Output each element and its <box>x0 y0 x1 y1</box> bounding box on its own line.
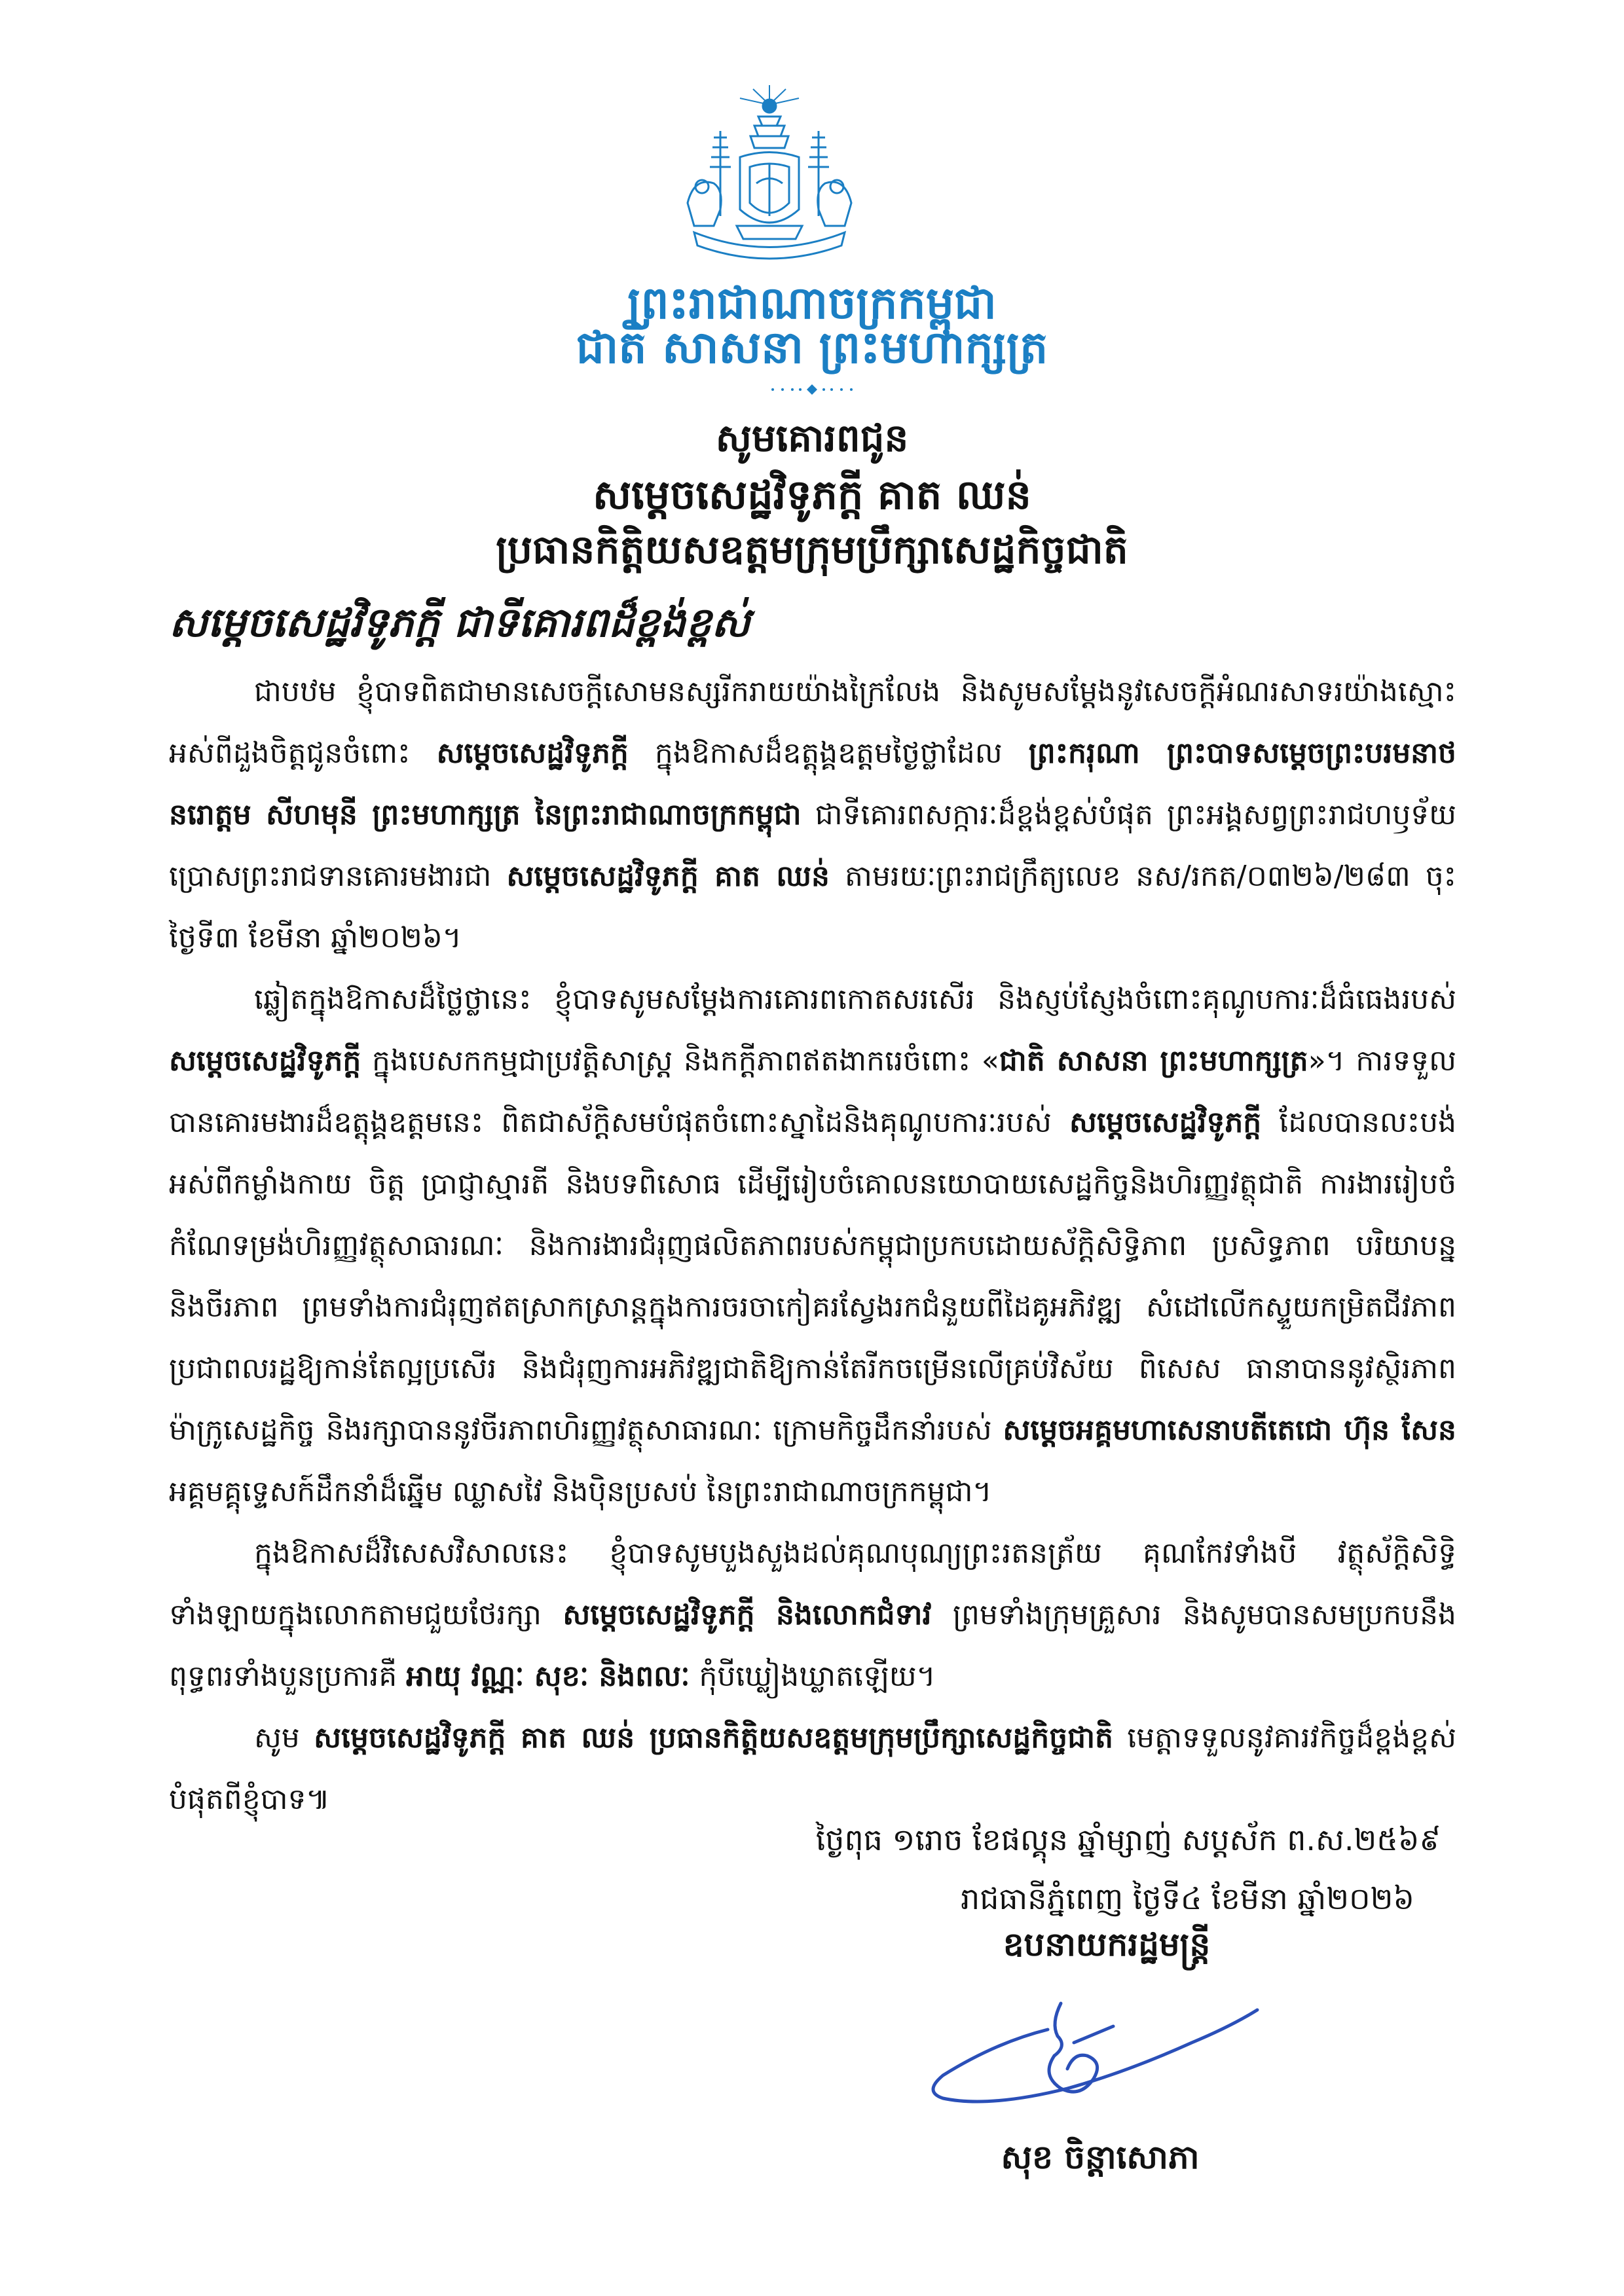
emphasis: សម្តេចសេដ្ឋវិទូភក្តី <box>169 1044 361 1078</box>
text-run: តាមរយៈព្រះរាជក្រឹត្យលេខ នស/រកត/០៣២៦/២៨៣ ចុះថ្ងៃទី៣ ខែមីនា ឆ្នាំ២០២៦។ <box>169 860 1456 955</box>
emphasis: សម្តេចអគ្គមហាសេនាបតីតេជោ ហ៊ុន សែន <box>1003 1413 1456 1447</box>
paragraph-2 <box>169 969 1456 1523</box>
respectfully-to: សូមគោរពជូន <box>715 416 909 460</box>
text-run: កុំបីឃ្លៀងឃ្លាតឡើយ។ <box>699 1660 936 1693</box>
signer-name: សុខ ចិន្តាសោភា <box>1001 2138 1200 2176</box>
emphasis: ជាតិ សាសនា ព្រះមហាក្សត្រ <box>999 1044 1308 1078</box>
date-block <box>816 1810 1441 1928</box>
text-run: ក្នុងបេសកកម្មជាប្រវត្តិសាស្ត្រ និងកក្តីភាពឥតងាករេចំពោះ « <box>372 1044 999 1078</box>
letter-body <box>169 661 1456 1831</box>
emphasis: អាយុ វណ្ណៈ សុខៈ និងពលៈ <box>406 1660 690 1693</box>
signer-title: ឧបនាយករដ្ឋមន្ត្រី <box>1003 1925 1211 1963</box>
text-run: »។ ការទទួលបានគោរមងារដ៏ឧត្តុង្គឧត្តមនេះ ពិតជាស័ក្តិសមបំផុតចំពោះស្នាដៃនិងគុណូបការៈរបស់ <box>169 1044 1457 1139</box>
recipient-name: សម្តេចសេដ្ឋវិទូភក្តី គាត ឈន់ <box>593 471 1031 519</box>
salutation: សម្តេចសេដ្ឋវិទូភក្តី ជាទីគោរពដ៏ខ្ពង់ខ្ពស់ <box>169 598 750 646</box>
recipient-title: ប្រធានកិត្តិយសឧត្តមក្រុមប្រឹក្សាសេដ្ឋកិច្ចជាតិ <box>496 527 1128 573</box>
paragraph-3 <box>169 1523 1456 1707</box>
emphasis: សម្តេចសេដ្ឋវិទូភក្តី <box>436 737 629 770</box>
text-run: ដែលបានលះបង់អស់ពីកម្លាំងកាយ ចិត្ត ប្រាជ្ញាស្មារតី និងបទពិសោធ ដើម្បីរៀបចំគោលនយោបាយសេដ្ឋកិច្ចនិងហិរញ្ញវត្ថុជាតិ ការងាររៀបចំកំណែទម្រង់ហិរញ្ញវត្ថុសាធារណៈ និងការងារជំរុញផលិតភាពរបស់កម្ពុជាប្រកបដោយស័ក្តិសិទ្ធិភាព ប្រសិទ្ធភាព បរិយាបន្ន និងចីរភាព ព្រមទាំងការជំរុញឥតស្រាកស្រាន្តក្នុងការចរចាកៀគរស្វែងរកជំនួយពីដៃគូអភិវឌ្ឍ សំដៅលើកស្ទួយកម្រិតជីវភាពប្រជាពលរដ្ឋឱ្យកាន់តែល្អប្រសើរ និងជំរុញការអភិវឌ្ឍជាតិឱ្យកាន់តែរីកចម្រើនលើគ្រប់វិស័យ ពិសេស ធានាបាននូវស្ថិរភាពម៉ាក្រូសេដ្ឋកិច្ច និងរក្សាបាននូវចីរភាពហិរញ្ញវត្ថុសាធារណៈ ក្រោមកិច្ចដឹកនាំរបស់ <box>169 1106 1456 1447</box>
lunar-date: ថ្ងៃពុធ ១រោច ខែផល្គុន ឆ្នាំម្សាញ់ សប្តស័ក ព.ស.២៥៦៩ <box>815 1822 1441 1857</box>
text-run: ជាបឋម ខ្ញុំបាទពិតជាមានសេចក្តីសោមនស្សរីករាយយ៉ាងក្រៃលែង និងសូមសម្តែងនូវសេចក្តីអំណរសាទរយ៉ាងស្មោះអស់ពីដួងចិត្តជូនចំពោះ <box>169 675 1456 770</box>
text-run: ក្នុងឱកាសដ៏ឧត្តុង្គឧត្តមថ្ងៃថ្លាដែល <box>654 737 1003 770</box>
emphasis: និងលោកជំទាវ <box>776 1598 932 1631</box>
text-run: ព្រមទាំងក្រុមគ្រួសារ និងសូមបានសមប្រកបនឹងពុទ្ធពរទាំងបួនប្រការគឺ <box>169 1598 1456 1693</box>
place-date: រាជធានីភ្នំពេញ ថ្ងៃទី៤ ខែមីនា ឆ្នាំ២០២៦ <box>961 1881 1414 1916</box>
emphasis: សម្តេចសេដ្ឋវិទូភក្តី <box>563 1598 755 1631</box>
handwritten-signature-icon <box>917 1964 1283 2134</box>
emphasis: សម្តេចសេដ្ឋវិទូភក្តី គាត ឈន់ <box>506 860 830 893</box>
text-run: មេត្តាទទួលនូវគារវកិច្ចដ៏ខ្ពង់ខ្ពស់បំផុតពីខ្ញុំបាទ៕ <box>169 1721 1456 1816</box>
text-run: ជាទីគោរពសក្ការៈដ៏ខ្ពង់ខ្ពស់បំផុត ព្រះអង្គសព្វព្រះរាជហឫទ័យ ប្រោសព្រះរាជទានគោរមងារជា <box>169 798 1456 893</box>
emphasis: សម្តេចសេដ្ឋវិទូភក្តី <box>1069 1106 1262 1139</box>
national-motto: ជាតិ សាសនា ព្រះមហាក្សត្រ <box>576 322 1048 374</box>
emphasis: សម្តេចសេដ្ឋវិទូភក្តី គាត ឈន់ ប្រធានកិត្តិយសឧត្តមក្រុមប្រឹក្សាសេដ្ឋកិច្ចជាតិ <box>314 1721 1113 1755</box>
text-run: អគ្គមគ្គុទ្ទេសក៍ដឹកនាំដ៏ឆ្នើម ឈ្លាសវៃ និងប៉ិនប្រសប់ នៃព្រះរាជាណាចក្រកម្ពុជា។ <box>169 1475 992 1508</box>
text-run: សូម <box>254 1721 300 1755</box>
text-run: ក្នុងឱកាសដ៏វិសេសវិសាលនេះ ខ្ញុំបាទសូមបួងសួងដល់គុណបុណ្យព្រះរតនត្រ័យ គុណកែវទាំងបី វត្ថុស័ក្តិសិទ្ធិទាំងឡាយក្នុងលោកតាមជួយថែរក្សា <box>169 1537 1456 1631</box>
decorative-divider-icon <box>747 383 877 396</box>
text-run: ឆ្លៀតក្នុងឱកាសដ៏ថ្លៃថ្លានេះ ខ្ញុំបាទសូមសម្តែងការគោរពកោតសរសើរ និងស្ញប់ស្ញែងចំពោះគុណូបការៈដ៏ធំធេងរបស់ <box>254 983 1456 1016</box>
emphasis: ព្រះករុណា ព្រះបាទសម្តេចព្រះបរមនាថ នរោត្តម សីហមុនី ព្រះមហាក្សត្រ នៃព្រះរាជាណាចក្រកម្ពុជា <box>169 737 1456 831</box>
kingdom-name: ព្រះរាជាណាចក្រកម្ពុជា <box>627 278 997 329</box>
paragraph-1 <box>169 661 1456 969</box>
royal-coat-of-arms-icon <box>674 85 864 275</box>
